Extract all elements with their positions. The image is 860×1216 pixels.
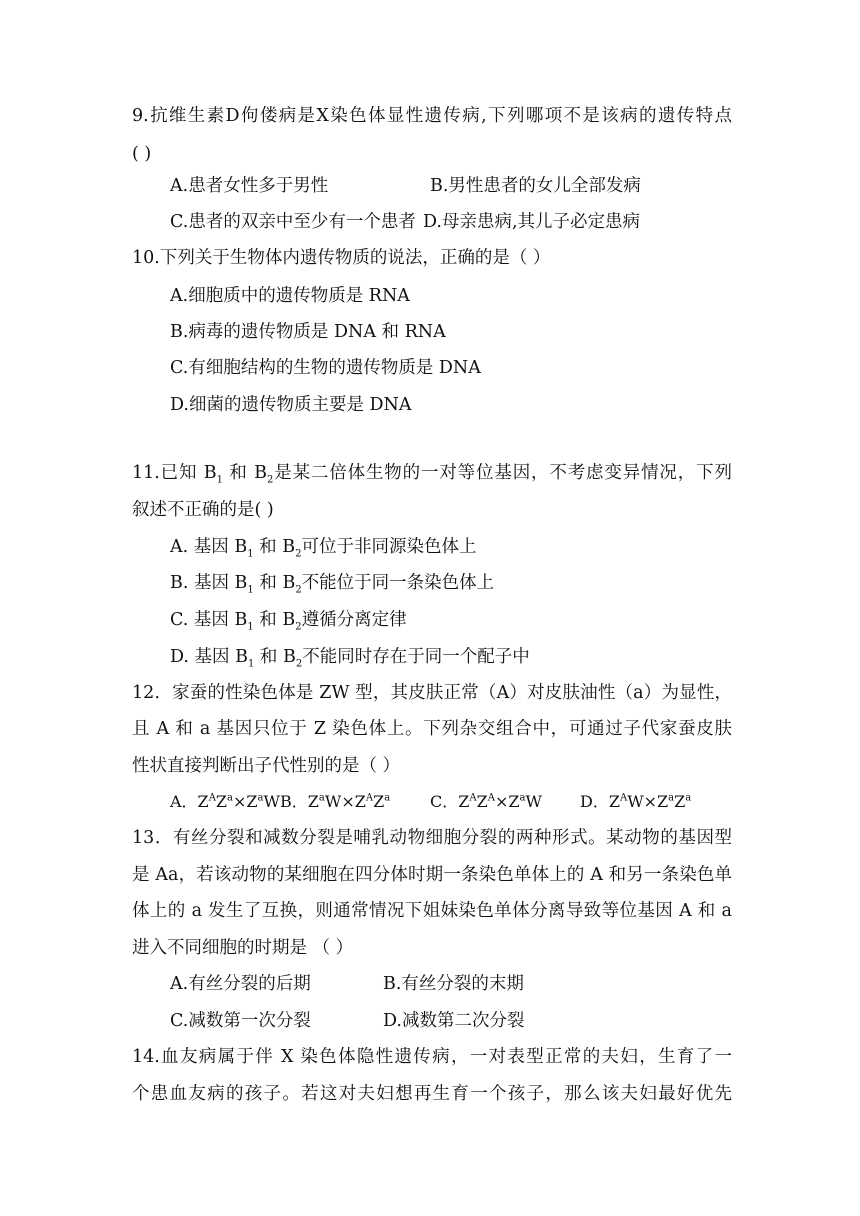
times: ×: [643, 792, 658, 811]
z: Z: [246, 792, 258, 811]
w: W: [324, 792, 342, 811]
z: Z: [476, 792, 488, 811]
q11-stem-line2: 叙述不正确的是( ): [132, 500, 274, 520]
option-c-and: 和 B: [259, 610, 296, 630]
option-d-text: 不能同时存在于同一个配子中: [302, 647, 530, 667]
subscript-1: 1: [247, 584, 254, 596]
option-c-label: C．Z: [430, 792, 470, 811]
q9-option-d: D.母亲患病,其儿子必定患病: [423, 212, 641, 232]
option-b-prefix: B. 基因 B: [170, 573, 248, 593]
q12-stem-line1: 12．家蚕的性染色体是 ZW 型，其皮肤正常（A）对皮肤油性（a）为显性，: [132, 683, 732, 703]
q10-stem: 10.下列关于生物体内遗传物质的说法，正确的是（ ）: [132, 248, 551, 268]
times: ×: [494, 792, 509, 811]
q9-stem-line2: ( ): [132, 144, 152, 164]
sup-a: a: [668, 792, 675, 804]
option-c-text: 遵循分离定律: [301, 610, 407, 630]
subscript-2: 2: [295, 658, 303, 670]
option-c-prefix: C. 基因 B: [170, 610, 248, 630]
sup-A: A: [487, 792, 495, 804]
q13-option-b: B.有丝分裂的末期: [383, 974, 524, 994]
option-a-text: 可位于非同源染色体上: [301, 537, 477, 557]
option-a-label: A．Z: [170, 792, 209, 811]
option-b-text: 不能位于同一条染色体上: [301, 573, 495, 593]
q12-option-c: [430, 790, 542, 814]
q13-option-a: A.有丝分裂的后期: [170, 974, 311, 994]
z: Z: [674, 792, 686, 811]
z: Z: [215, 792, 228, 811]
subscript-2: 2: [295, 621, 302, 633]
sup-A: A: [469, 792, 477, 804]
subscript-1: 1: [247, 621, 254, 633]
q11-stem-rest: 是某二倍体生物的一对等位基因，不考虑变异情况，下列: [273, 463, 732, 483]
sup-a: a: [384, 792, 391, 804]
q13-stem-line3: 体上的 a 发生了互换，则通常情况下姐妹染色单体分离导致等位基因 A 和 a: [132, 901, 732, 921]
times: ×: [341, 792, 355, 811]
sup-a: a: [257, 792, 264, 804]
option-b-label: B．Z: [280, 792, 319, 811]
subscript-1: 1: [216, 474, 223, 486]
q11-stem-prefix: 11.已知 B: [132, 463, 217, 483]
option-b-and: 和 B: [259, 573, 296, 593]
q13-option-d: D.减数第二次分裂: [383, 1011, 525, 1031]
q14-stem-line2: 个患血友病的孩子。若这对夫妇想再生育一个孩子，那么该夫妇最好优先: [132, 1084, 732, 1104]
option-d-and: 和 B: [259, 647, 296, 667]
q11-option-b: [170, 571, 494, 595]
z: Z: [373, 792, 385, 811]
subscript-1: 1: [247, 658, 255, 670]
q11-option-c: [170, 608, 407, 632]
q10-option-b: B.病毒的遗传物质是 DNA 和 RNA: [170, 322, 446, 342]
z: Z: [354, 792, 366, 811]
w: W: [627, 792, 644, 811]
q12-option-a: [170, 790, 280, 814]
option-a-prefix: A. 基因 B: [170, 537, 248, 557]
q14-stem-line1: 14.血友病属于伴 X 染色体隐性遗传病，一对表型正常的夫妇，生育了一: [132, 1047, 732, 1067]
q12-option-d: [580, 790, 691, 814]
subscript-2: 2: [267, 474, 274, 486]
q11-option-d: [170, 645, 530, 669]
q11-stem-and: 和 B: [229, 463, 268, 483]
q9-option-a: A.患者女性多于男性: [170, 176, 329, 196]
q13-stem-line2: 是 Aa，若该动物的某细胞在四分体时期一条染色单体上的 A 和另一条染色单: [132, 865, 732, 885]
q9-option-c: C.患者的双亲中至少有一个患者: [170, 212, 416, 232]
q11-stem-line1: [132, 461, 732, 485]
q10-option-c: C.有细胞结构的生物的遗传物质是 DNA: [170, 358, 481, 378]
sup-A: A: [619, 792, 628, 804]
q10-option-d: D.细菌的遗传物质主要是 DNA: [170, 395, 412, 415]
option-d-label: D．Z: [580, 792, 620, 811]
z: Z: [657, 792, 669, 811]
q13-stem-line1: 13．有丝分裂和减数分裂是哺乳动物细胞分裂的两种形式。某动物的基因型: [132, 828, 732, 848]
option-a-and: 和 B: [259, 537, 296, 557]
q13-stem-line4: 进入不同细胞的时期是 （ ）: [132, 938, 354, 958]
sup-A: A: [365, 792, 374, 804]
w: W: [263, 792, 280, 811]
z: Z: [508, 792, 520, 811]
sup-a: a: [519, 792, 526, 804]
subscript-1: 1: [247, 548, 254, 560]
subscript-2: 2: [295, 548, 302, 560]
sup-A: A: [208, 792, 216, 804]
q13-option-c: C.减数第一次分裂: [170, 1011, 311, 1031]
q12-option-b: [280, 790, 390, 814]
subscript-2: 2: [295, 584, 302, 596]
times: ×: [233, 792, 247, 811]
q12-stem-line2: 且 A 和 a 基因只位于 Z 染色体上。下列杂交组合中，可通过子代家蚕皮肤: [132, 719, 732, 739]
sup-a: a: [227, 792, 234, 804]
w: W: [525, 792, 542, 811]
q11-option-a: [170, 535, 476, 559]
sup-a: a: [318, 792, 325, 804]
q12-stem-line3: 性状直接判断出子代性别的是（ ）: [132, 756, 401, 776]
option-d-prefix: D. 基因 B: [170, 647, 248, 667]
q9-stem-line1: 9.抗维生素D佝偻病是X染色体显性遗传病,下列哪项不是该病的遗传特点: [132, 106, 732, 126]
sup-a: a: [685, 792, 692, 804]
q9-option-b: B.男性患者的女儿全部发病: [430, 176, 641, 196]
q10-option-a: A.细胞质中的遗传物质是 RNA: [170, 286, 410, 306]
